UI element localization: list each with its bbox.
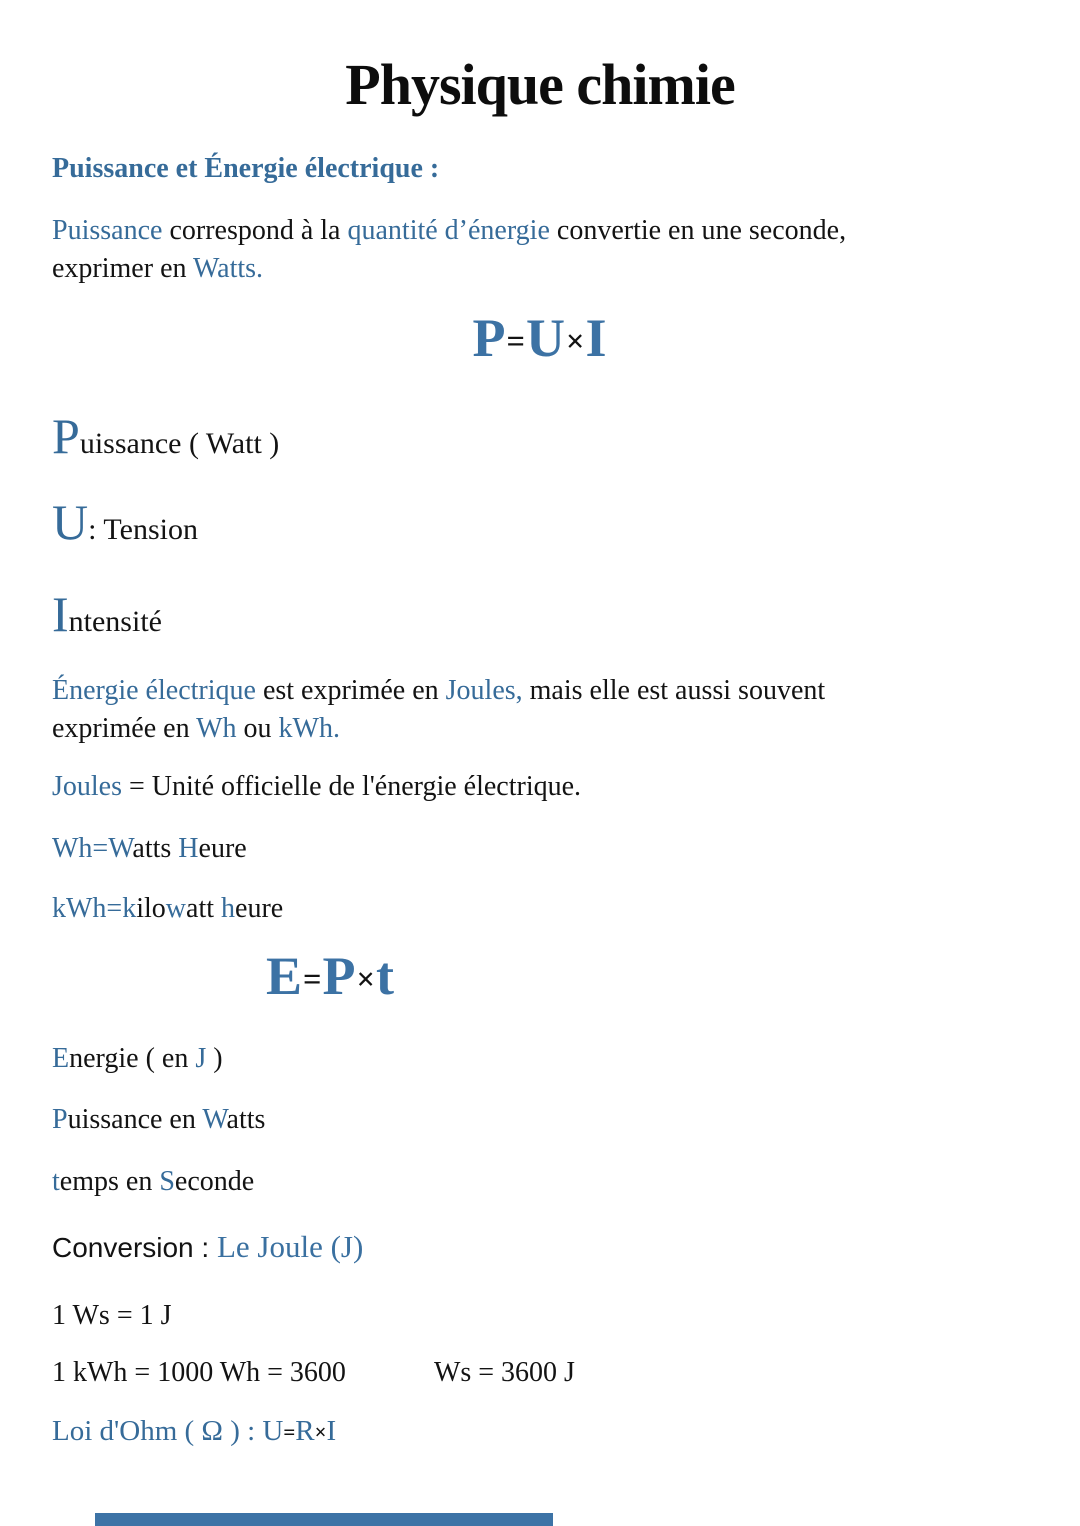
text-segment: J (195, 1043, 207, 1074)
bottom-bar (95, 1513, 553, 1526)
conversion-value: Le Joule (J) (216, 1229, 364, 1264)
multiply-sign: × (565, 324, 586, 361)
formula-symbol: R (295, 1415, 315, 1447)
text-segment: t (52, 1166, 60, 1197)
text-segment: exprimée en (52, 713, 197, 744)
text-segment: = Unité officielle de l'énergie électrique. (129, 771, 582, 802)
text-segment: kWh=k (52, 893, 137, 924)
equals-sign: = (283, 1419, 296, 1444)
section-heading-power-energy: Puissance et Énergie électrique : (52, 153, 440, 184)
text-segment: W (202, 1104, 227, 1135)
ohm-law-line (52, 1414, 336, 1449)
multiply-sign: × (314, 1419, 327, 1444)
text-segment: Énergie électrique (52, 675, 263, 706)
formula-symbol: I (585, 308, 608, 368)
text-segment: att (186, 893, 222, 924)
text-segment: econde (174, 1166, 255, 1197)
text-segment: eure (198, 833, 247, 864)
text-segment: 1 kWh = 1000 Wh = 3600 (52, 1357, 346, 1388)
text-segment: mais elle est aussi souvent (529, 675, 826, 706)
formula-symbol: I (326, 1415, 337, 1447)
energie-line (52, 1042, 223, 1076)
formula-symbol: E (266, 946, 304, 1006)
text-segment: correspond à la (169, 215, 348, 246)
page-title: Physique chimie (345, 52, 735, 117)
text-segment: est exprimée en (262, 675, 446, 706)
text-segment: Joules (52, 771, 129, 802)
text-segment: w (165, 893, 187, 924)
temps-line (52, 1165, 254, 1199)
formula-symbol: t (375, 946, 395, 1006)
text-segment: Wh=W (52, 833, 133, 864)
text-segment: nergie ( en (69, 1043, 196, 1074)
definition-intensite (52, 584, 162, 644)
kwh-conversion-line (52, 1356, 575, 1390)
intro-paragraph (52, 212, 1012, 288)
text-segment: ) (206, 1043, 223, 1074)
energy-paragraph (52, 672, 1012, 748)
text-segment: ou (243, 713, 279, 744)
text-segment: P (52, 1104, 68, 1135)
conversion-line (52, 1228, 363, 1265)
puissance-line (52, 1103, 265, 1137)
text-segment: : Tension (88, 513, 198, 546)
text-segment: ntensité (68, 605, 162, 638)
text-segment: h (221, 893, 236, 924)
drop-cap: P (52, 408, 80, 464)
text-segment: Watts. (192, 253, 264, 284)
drop-cap: U (52, 494, 89, 550)
equals-sign: = (506, 324, 526, 361)
equals-sign: = (303, 962, 323, 999)
kwh-line (52, 892, 283, 926)
text-segment: exprimer en (52, 253, 193, 284)
text-segment: Puissance (52, 215, 170, 246)
formula-symbol: P (322, 946, 357, 1006)
text-segment: Loi d'Ohm ( Ω ) : U (52, 1415, 284, 1447)
text-segment: uissance ( Watt ) (79, 427, 280, 460)
text-segment: eure (235, 893, 284, 924)
text-segment: quantité d’énergie (347, 215, 557, 246)
text-segment: Joules, (445, 675, 530, 706)
text-segment: Wh (196, 713, 244, 744)
formula-symbol: U (525, 308, 566, 368)
formula-e-pxt (266, 944, 395, 1009)
formula-symbol: P (472, 308, 507, 368)
joules-line (52, 770, 581, 804)
definition-puissance (52, 406, 279, 466)
text-segment: convertie en une seconde, (556, 215, 847, 246)
text-segment: E (52, 1043, 70, 1074)
text-segment: uissance en (67, 1104, 203, 1135)
text-segment: S (159, 1166, 175, 1197)
definition-tension (52, 492, 198, 552)
text-segment: atts (132, 833, 179, 864)
text-segment: atts (226, 1104, 266, 1135)
multiply-sign: × (356, 962, 376, 999)
ws-conversion-line: 1 Ws = 1 J (52, 1300, 172, 1331)
conversion-label: Conversion : (52, 1232, 217, 1263)
drop-cap: I (52, 586, 69, 642)
wh-line (52, 832, 247, 866)
formula-p-uxi (0, 306, 1080, 371)
text-segment: H (178, 833, 199, 864)
text-segment: Ws = 3600 J (433, 1357, 575, 1388)
text-segment: emps en (59, 1166, 160, 1197)
text-segment: ilo (136, 893, 166, 924)
text-segment: kWh. (278, 713, 340, 744)
